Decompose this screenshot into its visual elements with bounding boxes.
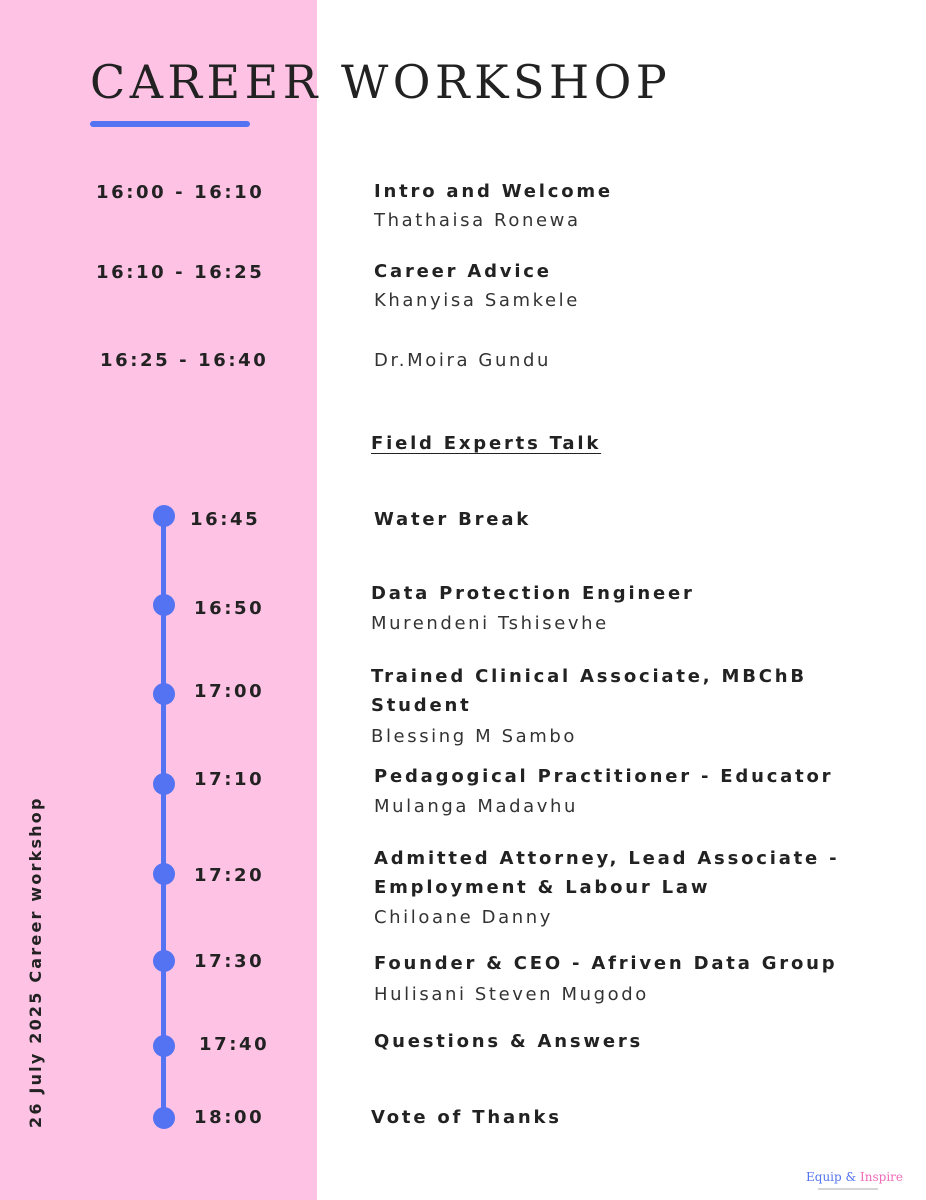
speaker-name: Blessing M Sambo <box>371 726 578 747</box>
timeline-dot <box>153 683 175 705</box>
speaker-name: Murendeni Tshisevhe <box>371 613 609 634</box>
page-title: CAREER WORKSHOP <box>90 55 672 109</box>
speaker-name: Thathaisa Ronewa <box>374 210 581 231</box>
timeline-time: 16:45 <box>190 509 261 530</box>
timeline-time: 16:50 <box>194 598 265 619</box>
timeline-dot <box>153 594 175 616</box>
section-heading: Field Experts Talk <box>371 433 602 454</box>
timeline-dot <box>153 773 175 795</box>
schedule-title: Career Advice <box>374 261 552 282</box>
speaker-name: Chiloane Danny <box>374 907 553 928</box>
timeline-dot <box>153 950 175 972</box>
timeline-dot <box>153 1107 175 1129</box>
speaker-name: Mulanga Madavhu <box>374 796 579 817</box>
brand-sep: & <box>841 1170 861 1184</box>
speaker-name: Khanyisa Samkele <box>374 290 580 311</box>
brand-tagline-line <box>818 1188 878 1190</box>
timeline-title: Pedagogical Practitioner - Educator <box>374 766 834 787</box>
brand-part2: Inspire <box>860 1170 903 1184</box>
brand-part1: Equip <box>806 1170 842 1184</box>
timeline-title: Data Protection Engineer <box>371 583 695 604</box>
brand-logo <box>806 1170 903 1184</box>
timeline-title: Admitted Attorney, Lead Associate - Employment & Labour Law <box>374 848 840 898</box>
speaker-name: Dr.Moira Gundu <box>374 350 552 371</box>
timeline-title: Questions & Answers <box>374 1031 644 1052</box>
schedule-time: 16:00 - 16:10 <box>96 182 265 203</box>
schedule-title: Intro and Welcome <box>374 181 613 202</box>
timeline-time: 17:00 <box>194 681 265 702</box>
timeline-dot <box>153 505 175 527</box>
schedule-time: 16:25 - 16:40 <box>100 350 269 371</box>
timeline-time: 17:10 <box>194 769 265 790</box>
title-underline <box>90 121 250 127</box>
timeline-time: 18:00 <box>194 1107 265 1128</box>
timeline-title: Vote of Thanks <box>371 1107 562 1128</box>
timeline-title: Water Break <box>374 509 532 530</box>
timeline-title: Trained Clinical Associate, MBChB Student <box>371 666 807 716</box>
timeline-time: 17:20 <box>194 865 265 886</box>
side-date-label: 26 July 2025 Career workshop <box>26 796 45 1128</box>
timeline-title: Founder & CEO - Afriven Data Group <box>374 953 838 974</box>
timeline-dot <box>153 863 175 885</box>
timeline-dot <box>153 1035 175 1057</box>
schedule-time: 16:10 - 16:25 <box>96 262 265 283</box>
speaker-name: Hulisani Steven Mugodo <box>374 984 649 1005</box>
timeline-time: 17:40 <box>199 1034 270 1055</box>
timeline-time: 17:30 <box>194 951 265 972</box>
